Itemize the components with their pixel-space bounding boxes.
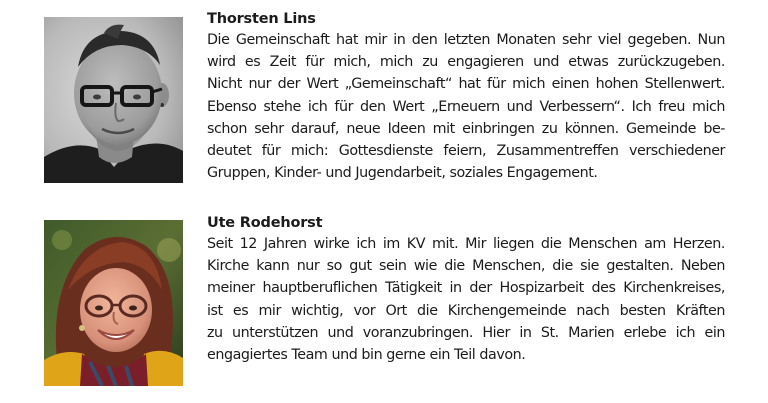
profile-text — [207, 9, 725, 184]
bio-line: engagiertes Team und bin gerne ein Teil davon. — [207, 346, 526, 363]
bio-line: Kirche kann nur so gut sein wie die Menschen, die sie gestalten. Neben — [207, 258, 725, 275]
bio-line: Ebenso stehe ich für den Wert „Erneuern und Verbessern“. Ich freu mich — [207, 98, 725, 115]
bio-line: Gruppen, Kinder- und Jugendarbeit, soziales Engagement. — [207, 165, 598, 182]
person-name: Ute Rodehorst — [207, 215, 323, 231]
bio-line: meiner hauptberuflichen Tätigkeit in der Hospizarbeit des Kirchenkreises, — [207, 280, 725, 297]
bio-line: deutet für mich: Gottesdienste feiern, Zusammentreffen verschiedener — [207, 142, 725, 159]
bio-line: ist es mir wichtig, vor Ort die Kirchengemeinde nach besten Kräften — [207, 302, 725, 319]
bio-line: wird es Zeit für mich, mich zu engagieren und etwas zurückzugeben. — [207, 54, 725, 71]
bio-line: Die Gemeinschaft hat mir in den letzten Monaten sehr viel gegeben. Nun — [207, 32, 725, 48]
portrait-photo-ute — [44, 220, 183, 386]
profile-entry — [0, 208, 768, 398]
person-name: Thorsten Lins — [207, 11, 316, 27]
bio-line: zu unterstützen und voranzubringen. Hier in St. Marien erlebe ich ein — [207, 324, 725, 341]
bio-line: schon sehr darauf, neue Ideen mit einbringen zu können. Gemeinde be- — [207, 120, 725, 137]
profile-text — [207, 213, 725, 366]
profile-entry — [0, 0, 768, 196]
bio-line: Nicht nur der Wert „Gemeinschaft“ hat für mich einen hohen Stellenwert. — [207, 76, 725, 93]
bio-line: Seit 12 Jahren wirke ich im KV mit. Mir liegen die Menschen am Herzen. — [207, 236, 725, 252]
portrait-photo-thorsten — [44, 17, 183, 183]
